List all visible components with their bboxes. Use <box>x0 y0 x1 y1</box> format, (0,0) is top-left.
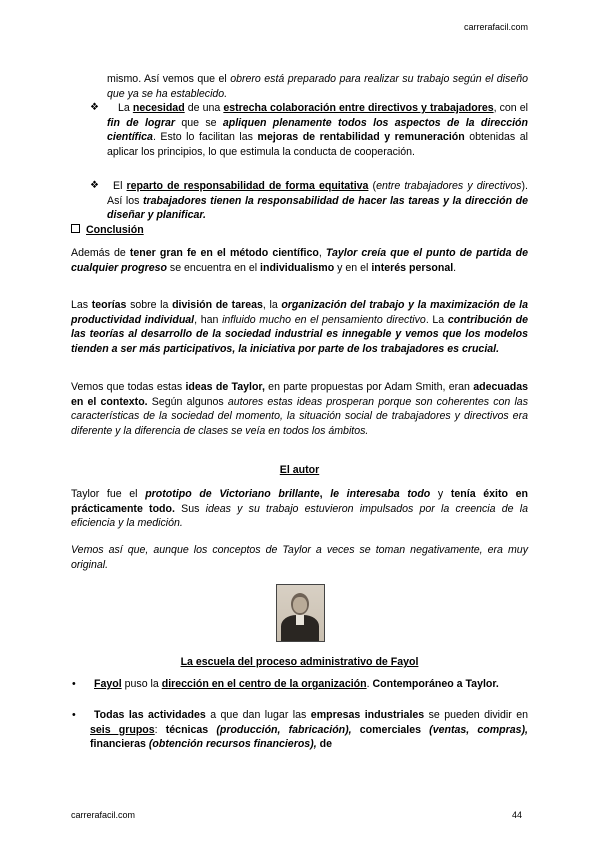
bullet-necesidad: La necesidad de una estrecha colaboración entre directivos y trabajadores, con el fin de lograr que se apliquen plenamente todos los aspectos de la dirección científica. Esto lo facilitan las mejoras de rentabilidad y remuneración obtenidas al aplicar los principios, lo que estimula la conducta de cooperación. <box>107 102 529 158</box>
bullet-reparto: El reparto de responsabilidad de forma equitativa (entre trabajadores y directivos). Así los trabajadores tienen la responsabilidad de hacer las tareas y la dirección de diseñar y planificar. <box>107 180 528 222</box>
checkbox-square-icon <box>71 224 80 233</box>
autor-heading: El autor <box>279 464 320 476</box>
footer-site: carrerafacil.com <box>71 810 136 820</box>
list-bullet-icon: • <box>72 678 76 690</box>
list-item-fayol: Fayol puso la dirección en el centro de la organización. Contemporáneo a Taylor. <box>94 678 499 690</box>
diamond-bullet-icon: ❖ <box>90 102 99 113</box>
taylor-portrait-image <box>276 584 325 642</box>
paragraph-4: Taylor fue el prototipo de Victoriano brillante, le interesaba todo y tenía éxito en prácticamente todo. Sus ideas y su trabajo estuvieron impulsados por la creencia de la eficiencia y la medición. <box>71 488 528 530</box>
header-site: carrerafacil.com <box>463 22 528 32</box>
diamond-bullet-icon: ❖ <box>90 180 99 191</box>
fayol-heading: La escuela del proceso administrativo de Fayol <box>180 656 419 668</box>
list-item-actividades: Todas las actividades a que dan lugar las empresas industriales se pueden dividir en seis grupos: técnicas (producción, fabricación), comerciales (ventas, compras), financieras (obtención recursos financieros), de <box>90 709 528 751</box>
paragraph-2: Las teorías sobre la división de tareas, la organización del trabajo y la maximización de la productividad individual, han influido mucho en el pensamiento directivo. La contribución de las teorías al desarrollo de la sociedad industrial es innegable y vemos que los modelos tienden a ser más participativos, la iniciativa por parte de los trabajadores es crucial. <box>71 299 529 355</box>
page-number: 44 <box>512 810 523 820</box>
paragraph-1: Además de tener gran fe en el método científico, Taylor creía que el punto de partida de cualquier progreso se encuentra en el individualismo y en el interés personal. <box>71 247 528 274</box>
bullet-continuation: mismo. Así vemos que el obrero está preparado para realizar su trabajo según el diseño que ya se ha establecido. <box>107 73 528 100</box>
paragraph-5: Vemos así que, aunque los conceptos de Taylor a veces se toman negativamente, era muy original. <box>71 544 528 571</box>
conclusion-heading: Conclusión <box>71 223 528 238</box>
paragraph-3: Vemos que todas estas ideas de Taylor, en parte propuestas por Adam Smith, eran adecuadas en el contexto. Según algunos autores estas ideas prosperan porque son coherentes con las características de la sociedad del momento, la situación social de trabajadores y directivos era diferente y la diferencia de clases se veía en todos los ámbitos. <box>71 381 528 437</box>
list-bullet-icon: • <box>72 709 76 721</box>
